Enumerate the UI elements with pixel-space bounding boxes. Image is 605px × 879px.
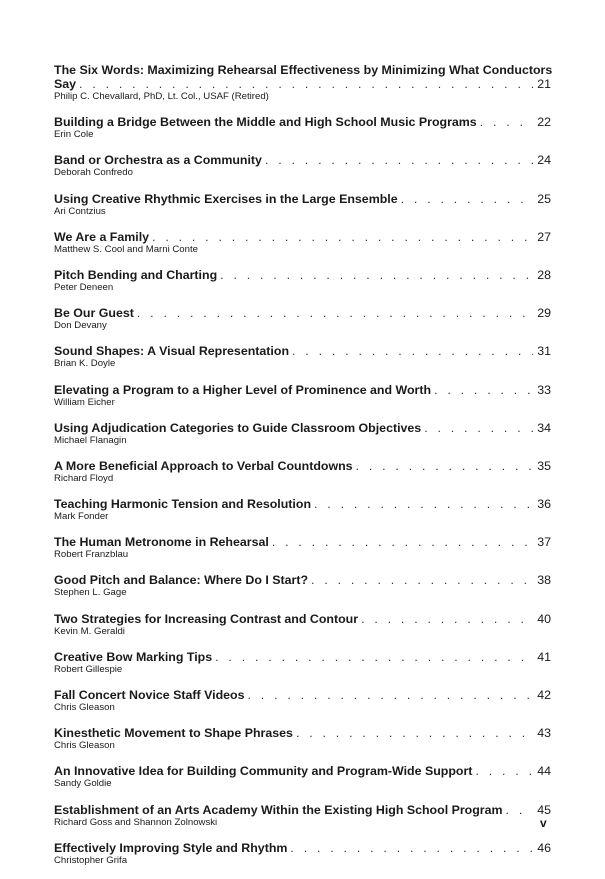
- toc-entry: [54, 383, 551, 409]
- toc-entry-title: The Human Metronome in Rehearsal: [54, 535, 269, 550]
- toc-entry-title-line: [54, 841, 551, 855]
- toc-entry-author: Stephen L. Gage: [54, 587, 127, 599]
- toc-entry: [54, 497, 551, 523]
- toc-entry-page: 35: [537, 458, 551, 473]
- toc-entry-author: Brian K. Doyle: [54, 358, 116, 370]
- toc-entry-author: Robert Franzblau: [54, 549, 129, 561]
- toc-entry-author: Erin Cole: [54, 129, 94, 141]
- toc-entry-title-line: [54, 688, 551, 702]
- toc-entry-page: 24: [537, 153, 551, 168]
- toc-entry-title-line: [54, 153, 551, 167]
- toc-entry-page: 36: [537, 497, 551, 512]
- dot-leader: [272, 535, 533, 549]
- toc-entry: [54, 612, 551, 638]
- toc-entry-title: Creative Bow Marking Tips: [54, 649, 213, 664]
- toc-entry: [54, 535, 551, 561]
- toc-entry-page: 46: [537, 840, 551, 855]
- dot-leader: [292, 344, 533, 358]
- toc-entry-author: Peter Deneen: [54, 281, 114, 293]
- toc-entry-title: Elevating a Program to a Higher Level of Prominence and Worth: [54, 382, 432, 397]
- toc-entry-page: 27: [537, 229, 551, 244]
- toc-entry-title: Sound Shapes: A Visual Representation: [54, 344, 290, 359]
- dot-leader: [79, 77, 533, 91]
- toc-entry-title: Using Adjudication Categories to Guide Classroom Objectives: [54, 420, 422, 435]
- toc-entry-page: 25: [537, 191, 551, 206]
- dot-leader: [248, 688, 534, 702]
- toc-entry-author: Deborah Confredo: [54, 167, 133, 179]
- dot-leader: [356, 459, 534, 473]
- dot-leader: [220, 268, 533, 282]
- toc-entry-title-line: [54, 459, 551, 473]
- toc-entry: [54, 459, 551, 485]
- toc-entry: [54, 115, 551, 141]
- toc-entry-title-line: [54, 230, 551, 244]
- toc-entry-title-line: [54, 344, 551, 358]
- toc-entry-title-line: [54, 497, 551, 511]
- toc-entry: [54, 764, 551, 790]
- toc-entry: [54, 421, 551, 447]
- dot-leader: [506, 803, 534, 817]
- dot-leader: [361, 612, 533, 626]
- toc-entry-author: Robert Gillespie: [54, 663, 123, 675]
- toc-entry-page: 45: [537, 802, 551, 817]
- toc-entry-page: 34: [537, 420, 551, 435]
- toc-entry-page: 37: [537, 535, 551, 550]
- dot-leader: [290, 841, 533, 855]
- toc-entry-title: We Are a Family: [54, 229, 150, 244]
- toc-entry-title: Two Strategies for Increasing Contrast and Contour: [54, 611, 359, 626]
- page-number: v: [540, 816, 547, 830]
- toc-entry-title-line: [54, 192, 551, 206]
- toc-entry-title-line: [54, 383, 551, 397]
- dot-leader: [401, 192, 534, 206]
- toc-entry-title-line: [54, 803, 551, 817]
- dot-leader: [215, 650, 533, 664]
- toc-entry-title-line: [54, 573, 551, 587]
- toc-entry-title: Fall Concert Novice Staff Videos: [54, 688, 245, 702]
- toc-entry-title: An Innovative Idea for Building Community and Program-Wide Support: [54, 764, 473, 779]
- dot-leader: [314, 497, 533, 511]
- toc-entry-title: Pitch Bending and Charting: [54, 267, 218, 282]
- toc-entry-author: Richard Goss and Shannon Zolnowski: [54, 816, 218, 828]
- toc-entry-page: 38: [537, 573, 551, 588]
- toc-entry-title: Band or Orchestra as a Community: [54, 153, 262, 168]
- toc-entry-author: Matthew S. Cool and Marni Conte: [54, 243, 198, 255]
- toc-entry: [54, 688, 551, 714]
- toc-entry-author: Chris Gleason: [54, 702, 115, 713]
- toc-entry-author: Michael Flanagin: [54, 434, 127, 446]
- toc-entry: [54, 192, 551, 218]
- toc-entry-title-line: [54, 115, 551, 129]
- toc-entry-title-line: [54, 268, 551, 282]
- toc-entry-author: Mark Fonder: [54, 511, 109, 523]
- toc-entry: [54, 306, 551, 332]
- toc-entry-page: 43: [537, 726, 551, 741]
- dot-leader: [296, 726, 533, 740]
- toc-entry-author: Christopher Grifa: [54, 854, 128, 866]
- toc-entry-author: Chris Gleason: [54, 740, 115, 752]
- toc-entry-title: A More Beneficial Approach to Verbal Countdowns: [54, 458, 353, 473]
- toc-entry-page: 21: [537, 77, 551, 91]
- toc-entry: [54, 573, 551, 599]
- toc-entry-title-line-1: The Six Words: Maximizing Rehearsal Effectiveness by Minimizing What Conductors: [54, 63, 553, 77]
- toc-entry: [54, 726, 551, 752]
- toc-entry-author: Kevin M. Geraldi: [54, 625, 125, 637]
- toc-entry-author: Ari Contzius: [54, 205, 106, 217]
- toc-entry-title-line: [54, 612, 551, 626]
- toc-entry: [54, 230, 551, 256]
- toc-entry: [54, 841, 551, 867]
- toc-entry: [54, 344, 551, 370]
- toc-entry-page: 33: [537, 382, 551, 397]
- toc-entry-page: 41: [537, 649, 551, 664]
- toc-entry: [54, 153, 551, 179]
- dot-leader: [137, 306, 533, 320]
- toc-entry: [54, 268, 551, 294]
- toc-entry-title: Effectively Improving Style and Rhythm: [54, 840, 288, 855]
- toc-entry-title-line: [54, 306, 551, 320]
- toc-entry-page: 29: [537, 306, 551, 321]
- toc-entry-page: 40: [537, 611, 551, 626]
- toc-entry-author: Sandy Goldie: [54, 778, 112, 790]
- toc-entry-page: 28: [537, 267, 551, 282]
- toc-entry-page: 42: [537, 688, 551, 702]
- table-of-contents: [54, 63, 551, 879]
- toc-entry-page: 44: [537, 764, 551, 779]
- toc-entry: [54, 803, 551, 829]
- toc-entry-title-line: [54, 764, 551, 778]
- dot-leader: [152, 230, 533, 244]
- toc-entry-title: Establishment of an Arts Academy Within the Existing High School Program: [54, 802, 503, 817]
- toc-entry-title-line: [54, 77, 551, 91]
- toc-entry-title: Building a Bridge Between the Middle and High School Music Programs: [54, 115, 477, 130]
- toc-entry: [54, 650, 551, 676]
- dot-leader: [475, 764, 533, 778]
- dot-leader: [311, 573, 533, 587]
- dot-leader: [424, 421, 533, 435]
- toc-entry-title: Kinesthetic Movement to Shape Phrases: [54, 726, 293, 741]
- dot-leader: [265, 153, 533, 167]
- toc-entry-title-line: [54, 726, 551, 740]
- toc-entry-title: Using Creative Rhythmic Exercises in the Large Ensemble: [54, 191, 398, 206]
- toc-entry-author: Philip C. Chevallard, PhD, Lt. Col., USAF (Retired): [54, 91, 269, 102]
- toc-entry-title-line: [54, 535, 551, 549]
- toc-entry-page: 31: [537, 344, 551, 359]
- toc-entry-title: Say: [54, 77, 77, 91]
- toc-entry-page: 22: [537, 115, 551, 130]
- dot-leader: [480, 115, 533, 129]
- toc-entry-author: Richard Floyd: [54, 472, 114, 484]
- toc-entry-author: William Eicher: [54, 396, 115, 408]
- toc-entry-author: Don Devany: [54, 320, 107, 332]
- toc-entry-title: Good Pitch and Balance: Where Do I Start?: [54, 573, 309, 588]
- toc-entry: [54, 63, 551, 103]
- dot-leader: [434, 383, 533, 397]
- toc-entry-title: Teaching Harmonic Tension and Resolution: [54, 497, 312, 512]
- toc-entry-title-line: [54, 650, 551, 664]
- toc-entry-title-line: [54, 421, 551, 435]
- toc-entry-title: Be Our Guest: [54, 306, 134, 321]
